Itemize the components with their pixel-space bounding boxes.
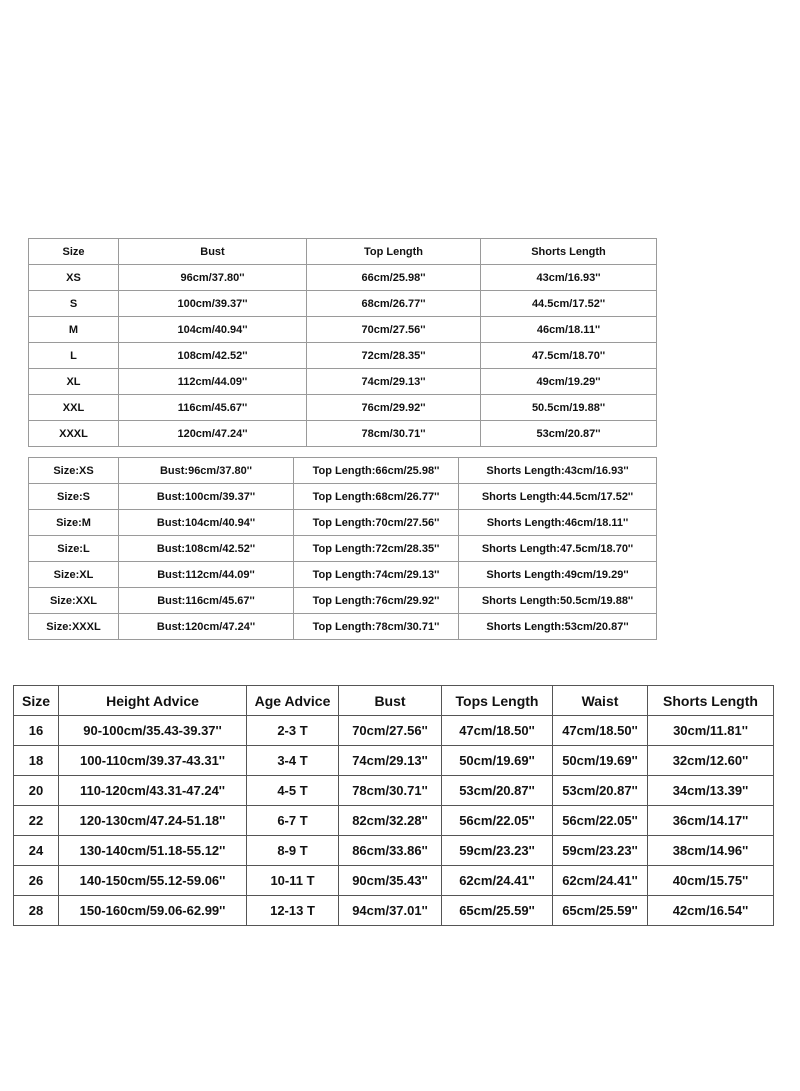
adult-labeled-size-table — [28, 457, 657, 640]
table-cell: M — [29, 317, 119, 343]
table-cell: 47cm/18.50'' — [442, 716, 553, 746]
table-cell: 72cm/28.35'' — [307, 343, 481, 369]
table-cell: XXXL — [29, 421, 119, 447]
table-cell: Shorts Length:44.5cm/17.52'' — [459, 484, 657, 510]
table-cell: 26 — [14, 866, 59, 896]
table-cell: Bust:120cm/47.24'' — [119, 614, 294, 640]
table-cell: 62cm/24.41'' — [442, 866, 553, 896]
table-cell: Size:S — [29, 484, 119, 510]
adult-table-header — [29, 239, 657, 265]
table-cell: Bust:108cm/42.52'' — [119, 536, 294, 562]
table-cell: 65cm/25.59'' — [553, 896, 648, 926]
table-cell: L — [29, 343, 119, 369]
table-cell: 47cm/18.50'' — [553, 716, 648, 746]
table-cell: 78cm/30.71'' — [307, 421, 481, 447]
adult-table-body — [29, 265, 657, 447]
table-cell: 59cm/23.23'' — [553, 836, 648, 866]
table-cell: Size:XS — [29, 458, 119, 484]
table-cell: 82cm/32.28'' — [339, 806, 442, 836]
table-row — [29, 369, 657, 395]
table-cell: XXL — [29, 395, 119, 421]
table-cell: Shorts Length:50.5cm/19.88'' — [459, 588, 657, 614]
table-cell: Top Length:72cm/28.35'' — [294, 536, 459, 562]
table-cell: 8-9 T — [247, 836, 339, 866]
kids-table-body — [14, 716, 774, 926]
table-row — [29, 291, 657, 317]
table-cell: XL — [29, 369, 119, 395]
table-cell: 56cm/22.05'' — [553, 806, 648, 836]
header-size: Size — [29, 239, 119, 265]
table-row — [29, 614, 657, 640]
adult-size-table — [28, 238, 657, 447]
table-cell: Shorts Length:47.5cm/18.70'' — [459, 536, 657, 562]
table-cell: 53cm/20.87'' — [442, 776, 553, 806]
table-cell: 40cm/15.75'' — [648, 866, 774, 896]
table-row — [14, 776, 774, 806]
table-cell: 78cm/30.71'' — [339, 776, 442, 806]
table-cell: 120cm/47.24'' — [119, 421, 307, 447]
table-cell: 49cm/19.29'' — [481, 369, 657, 395]
table-cell: 4-5 T — [247, 776, 339, 806]
table-cell: 42cm/16.54'' — [648, 896, 774, 926]
table-cell: 110-120cm/43.31-47.24'' — [59, 776, 247, 806]
adult-labeled-table-body — [29, 458, 657, 640]
table-cell: 59cm/23.23'' — [442, 836, 553, 866]
table-cell: 50.5cm/19.88'' — [481, 395, 657, 421]
table-cell: 34cm/13.39'' — [648, 776, 774, 806]
table-row — [14, 896, 774, 926]
table-cell: 32cm/12.60'' — [648, 746, 774, 776]
table-cell: 47.5cm/18.70'' — [481, 343, 657, 369]
table-cell: Size:L — [29, 536, 119, 562]
table-row — [29, 265, 657, 291]
table-row — [29, 317, 657, 343]
table-row — [14, 716, 774, 746]
header-height-advice: Height Advice — [59, 686, 247, 716]
table-row — [14, 836, 774, 866]
table-cell: 53cm/20.87'' — [553, 776, 648, 806]
table-cell: 44.5cm/17.52'' — [481, 291, 657, 317]
table-cell: 38cm/14.96'' — [648, 836, 774, 866]
table-cell: 140-150cm/55.12-59.06'' — [59, 866, 247, 896]
table-cell: Size:XXXL — [29, 614, 119, 640]
table-cell: 68cm/26.77'' — [307, 291, 481, 317]
table-cell: Top Length:78cm/30.71'' — [294, 614, 459, 640]
table-cell: 10-11 T — [247, 866, 339, 896]
table-cell: 56cm/22.05'' — [442, 806, 553, 836]
table-row — [29, 588, 657, 614]
table-cell: 50cm/19.69'' — [442, 746, 553, 776]
table-cell: 116cm/45.67'' — [119, 395, 307, 421]
table-cell: 70cm/27.56'' — [307, 317, 481, 343]
table-cell: 30cm/11.81'' — [648, 716, 774, 746]
table-cell: 74cm/29.13'' — [339, 746, 442, 776]
table-cell: 90-100cm/35.43-39.37'' — [59, 716, 247, 746]
table-cell: 66cm/25.98'' — [307, 265, 481, 291]
header-top-length: Top Length — [307, 239, 481, 265]
table-cell: 130-140cm/51.18-55.12'' — [59, 836, 247, 866]
table-cell: S — [29, 291, 119, 317]
table-cell: 104cm/40.94'' — [119, 317, 307, 343]
table-row — [29, 562, 657, 588]
table-cell: Bust:104cm/40.94'' — [119, 510, 294, 536]
table-cell: 2-3 T — [247, 716, 339, 746]
table-cell: Size:XL — [29, 562, 119, 588]
table-cell: 94cm/37.01'' — [339, 896, 442, 926]
table-cell: 50cm/19.69'' — [553, 746, 648, 776]
table-cell: 12-13 T — [247, 896, 339, 926]
table-cell: 62cm/24.41'' — [553, 866, 648, 896]
table-cell: 16 — [14, 716, 59, 746]
table-cell: Top Length:66cm/25.98'' — [294, 458, 459, 484]
table-cell: Shorts Length:43cm/16.93'' — [459, 458, 657, 484]
table-cell: 108cm/42.52'' — [119, 343, 307, 369]
table-cell: 46cm/18.11'' — [481, 317, 657, 343]
table-cell: 65cm/25.59'' — [442, 896, 553, 926]
table-cell: 90cm/35.43'' — [339, 866, 442, 896]
table-cell: 96cm/37.80'' — [119, 265, 307, 291]
table-row — [29, 458, 657, 484]
table-cell: Bust:100cm/39.37'' — [119, 484, 294, 510]
table-cell: 100-110cm/39.37-43.31'' — [59, 746, 247, 776]
table-cell: 76cm/29.92'' — [307, 395, 481, 421]
table-cell: Top Length:70cm/27.56'' — [294, 510, 459, 536]
table-row — [14, 866, 774, 896]
table-row — [29, 536, 657, 562]
table-cell: Size:XXL — [29, 588, 119, 614]
table-cell: Bust:116cm/45.67'' — [119, 588, 294, 614]
table-cell: 6-7 T — [247, 806, 339, 836]
header-shorts-length: Shorts Length — [648, 686, 774, 716]
table-cell: Bust:112cm/44.09'' — [119, 562, 294, 588]
table-row — [14, 746, 774, 776]
table-cell: 24 — [14, 836, 59, 866]
table-cell: Top Length:68cm/26.77'' — [294, 484, 459, 510]
header-row — [14, 686, 774, 716]
table-cell: Shorts Length:53cm/20.87'' — [459, 614, 657, 640]
table-row — [29, 510, 657, 536]
table-cell: 20 — [14, 776, 59, 806]
kids-table-header — [14, 686, 774, 716]
table-cell: 22 — [14, 806, 59, 836]
table-cell: 112cm/44.09'' — [119, 369, 307, 395]
table-cell: Shorts Length:49cm/19.29'' — [459, 562, 657, 588]
header-bust: Bust — [339, 686, 442, 716]
table-cell: 36cm/14.17'' — [648, 806, 774, 836]
table-cell: 28 — [14, 896, 59, 926]
table-cell: 150-160cm/59.06-62.99'' — [59, 896, 247, 926]
table-cell: Size:M — [29, 510, 119, 536]
header-age-advice: Age Advice — [247, 686, 339, 716]
table-row — [29, 395, 657, 421]
header-tops-length: Tops Length — [442, 686, 553, 716]
table-row — [29, 484, 657, 510]
table-row — [29, 421, 657, 447]
header-size: Size — [14, 686, 59, 716]
header-waist: Waist — [553, 686, 648, 716]
table-cell: 74cm/29.13'' — [307, 369, 481, 395]
table-cell: Shorts Length:46cm/18.11'' — [459, 510, 657, 536]
table-cell: 18 — [14, 746, 59, 776]
table-cell: 53cm/20.87'' — [481, 421, 657, 447]
table-row — [14, 806, 774, 836]
table-cell: Bust:96cm/37.80'' — [119, 458, 294, 484]
kids-size-table — [13, 685, 774, 926]
table-cell: Top Length:74cm/29.13'' — [294, 562, 459, 588]
table-cell: 120-130cm/47.24-51.18'' — [59, 806, 247, 836]
table-cell: 100cm/39.37'' — [119, 291, 307, 317]
table-cell: 3-4 T — [247, 746, 339, 776]
table-row — [29, 343, 657, 369]
table-cell: Top Length:76cm/29.92'' — [294, 588, 459, 614]
table-cell: 86cm/33.86'' — [339, 836, 442, 866]
header-row — [29, 239, 657, 265]
header-bust: Bust — [119, 239, 307, 265]
table-cell: XS — [29, 265, 119, 291]
table-cell: 70cm/27.56'' — [339, 716, 442, 746]
table-cell: 43cm/16.93'' — [481, 265, 657, 291]
header-shorts-length: Shorts Length — [481, 239, 657, 265]
